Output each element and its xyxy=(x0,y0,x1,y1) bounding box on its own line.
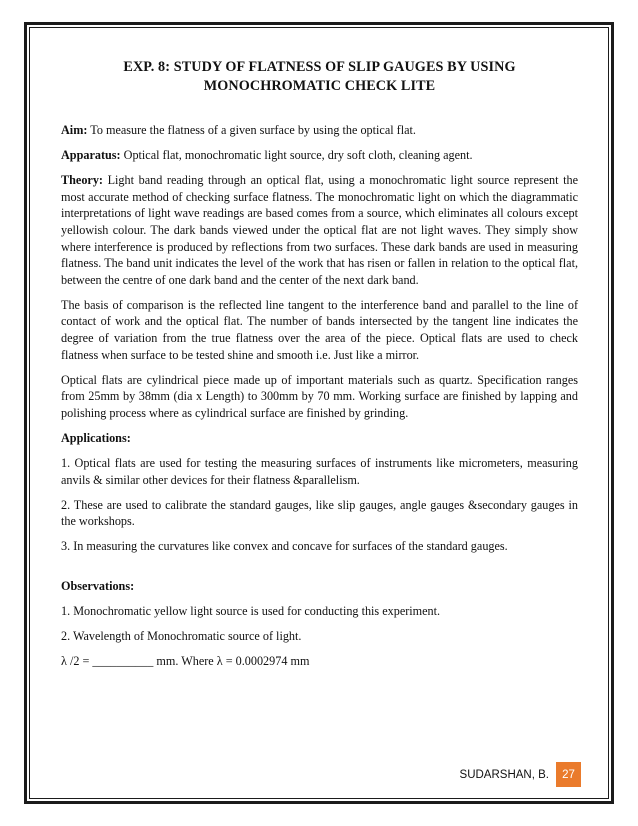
spacer xyxy=(61,564,578,578)
application-item: 2. These are used to calibrate the standard gauges, like slip gauges, angle gauges &secondary gauges in the workshops. xyxy=(61,497,578,529)
apparatus-text: Optical flat, monochromatic light source, dry soft cloth, cleaning agent. xyxy=(120,148,473,163)
apparatus-paragraph xyxy=(61,147,578,164)
application-item: 3. In measuring the curvatures like convex and concave for surfaces of the standard gauges. xyxy=(61,539,508,554)
applications-heading: Applications: xyxy=(61,431,131,445)
theory-paragraph-2: The basis of comparison is the reflected line tangent to the interference band and parallel to the line of contact of work and the optical flat. The number of bands intersected by the tangent line indicates the degree of variation from the true flatness over the area of the piece. Optical flats are used to check flatness when surface to be tested shine and smooth i.e. Just like a mirror. xyxy=(61,297,578,362)
observation-item: 2. Wavelength of Monochromatic source of light. xyxy=(61,628,302,643)
page-number-badge: 27 xyxy=(556,762,581,787)
footer-author: SUDARSHAN, B. xyxy=(459,768,549,781)
theory-label: Theory: xyxy=(61,173,103,188)
theory-paragraph-3: Optical flats are cylindrical piece made up of important materials such as quartz. Specification ranges from 25mm by 38mm (dia x Length) to 300mm by 70 mm. Working surface are finished by lapping and polishing process where as cylindrical surface are finished by grinding. xyxy=(61,372,578,420)
page-footer xyxy=(460,762,581,787)
apparatus-label: Apparatus: xyxy=(61,148,121,163)
page-title xyxy=(61,58,578,96)
theory-paragraph xyxy=(61,172,578,288)
aim-text: To measure the flatness of a given surface by using the optical flat. xyxy=(87,123,416,137)
application-item: 1. Optical flats are used for testing the measuring surfaces of instruments like micrometers, measuring anvils & similar other devices for their flatness &parallelism. xyxy=(61,456,578,487)
theory-text: Light band reading through an optical flat, using a monochromatic light source represent the most accurate method of checking surface flatness. The monochromatic light on which the diagrammatic interpretations of light wave readings are based comes from a source, which eliminates all colours except yellowish colour. The dark bands viewed under the optical flat are not light waves. They simply show where interference is produced by reflections from two surfaces. These dark bands are used in measuring flatness. The band unit indicates the level of the work that has risen or fallen in relation to the optical flat, between the centre of one dark band and the center of the next dark band. xyxy=(61,173,578,287)
title-line-1: EXP. 8: STUDY OF FLATNESS OF SLIP GAUGES BY USING xyxy=(123,59,516,75)
title-line-2: MONOCHROMATIC CHECK LITE xyxy=(203,78,436,94)
observations-heading: Observations: xyxy=(61,578,135,593)
aim-paragraph xyxy=(61,122,578,139)
observation-item: 1. Monochromatic yellow light source is used for conducting this experiment. xyxy=(61,603,441,618)
document-body xyxy=(61,58,578,678)
aim-label: Aim: xyxy=(61,123,88,137)
observation-formula: λ /2 = __________ mm. Where λ = 0.0002974 mm xyxy=(61,653,310,668)
